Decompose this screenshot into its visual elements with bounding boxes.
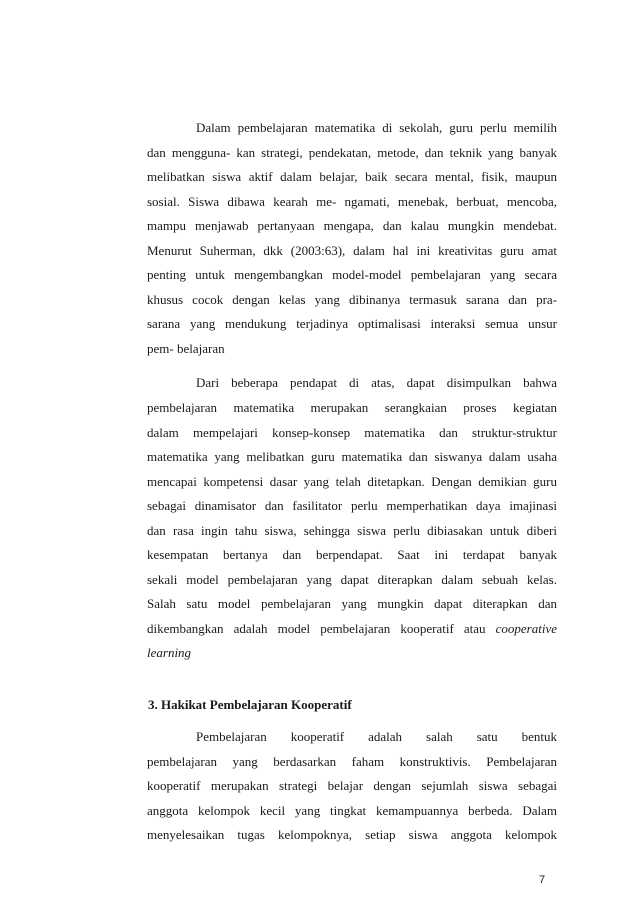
paragraph-1-line-10: pem- belajaran xyxy=(147,341,225,356)
paragraph-1-line-7: penting untuk mengembangkan model-model pembelajaran yang secara xyxy=(147,267,557,282)
paragraph-1-line-5: mampu menjawab pertanyaan mengapa, dan kalau mungkin mendebat. xyxy=(147,218,557,233)
paragraph-2-line-9: sekali model pembelajaran yang dapat diterapkan dalam sebuah kelas. xyxy=(147,572,557,587)
paragraph-1-line-8: khusus cocok dengan kelas yang dibinanya termasuk sarana dan pra- xyxy=(147,292,557,307)
paragraph-1-line-2: dan mengguna- kan strategi, pendekatan, metode, dan teknik yang banyak xyxy=(147,145,557,160)
paragraph-3-line-4: anggota kelompok kecil yang tingkat kemampuannya berbeda. Dalam xyxy=(147,803,557,818)
paragraph-1-line-1: Dalam pembelajaran matematika di sekolah, guru perlu memilih xyxy=(196,120,557,135)
page-number: 7 xyxy=(539,874,546,886)
paragraph-2-line-11-text: dikembangkan adalah model pembelajaran kooperatif atau xyxy=(147,621,486,636)
paragraph-3-line-1: Pembelajaran kooperatif adalah salah satu bentuk xyxy=(196,729,557,744)
paragraph-2-line-2: pembelajaran matematika merupakan serangkaian proses kegiatan xyxy=(147,400,557,415)
paragraph-1-line-4: sosial. Siswa dibawa kearah me- ngamati, menebak, berbuat, mencoba, xyxy=(147,194,557,209)
paragraph-2-line-11 xyxy=(147,621,557,637)
paragraph-2-line-7: dan rasa ingin tahu siswa, sehingga siswa perlu dibiasakan untuk diberi xyxy=(147,523,557,538)
paragraph-1-line-3: melibatkan siswa aktif dalam belajar, baik secara mental, fisik, maupun xyxy=(147,169,557,184)
paragraph-2-line-3: dalam mempelajari konsep-konsep matematika dan struktur-struktur xyxy=(147,425,557,440)
paragraph-1-line-6: Menurut Suherman, dkk (2003:63), dalam hal ini kreativitas guru amat xyxy=(147,243,557,258)
paragraph-2-line-1: Dari beberapa pendapat di atas, dapat disimpulkan bahwa xyxy=(196,375,557,390)
paragraph-2-line-6: sebagai dinamisator dan fasilitator perlu memperhatikan daya imajinasi xyxy=(147,498,557,513)
paragraph-2-line-10: Salah satu model pembelajaran yang mungkin dapat diterapkan dan xyxy=(147,596,557,611)
paragraph-3-line-3: kooperatif merupakan strategi belajar dengan sejumlah siswa sebagai xyxy=(147,778,557,793)
paragraph-3-line-5: menyelesaikan tugas kelompoknya, setiap siswa anggota kelompok xyxy=(147,827,557,842)
paragraph-2-line-8: kesempatan bertanya dan berpendapat. Saat ini terdapat banyak xyxy=(147,547,557,562)
paragraph-2-line-5: mencapai kompetensi dasar yang telah ditetapkan. Dengan demikian guru xyxy=(147,474,557,489)
cooperative-term: cooperative xyxy=(495,621,558,636)
paragraph-2-line-12: learning xyxy=(147,645,192,660)
paragraph-1-line-9: sarana yang mendukung terjadinya optimalisasi interaksi semua unsur xyxy=(147,316,557,331)
paragraph-3-line-2: pembelajaran yang berdasarkan faham konstruktivis. Pembelajaran xyxy=(147,754,557,769)
paragraph-2-line-4: matematika yang melibatkan guru matematika dan siswanya dalam usaha xyxy=(147,449,557,464)
section-heading: 3. Hakikat Pembelajaran Kooperatif xyxy=(148,697,352,712)
